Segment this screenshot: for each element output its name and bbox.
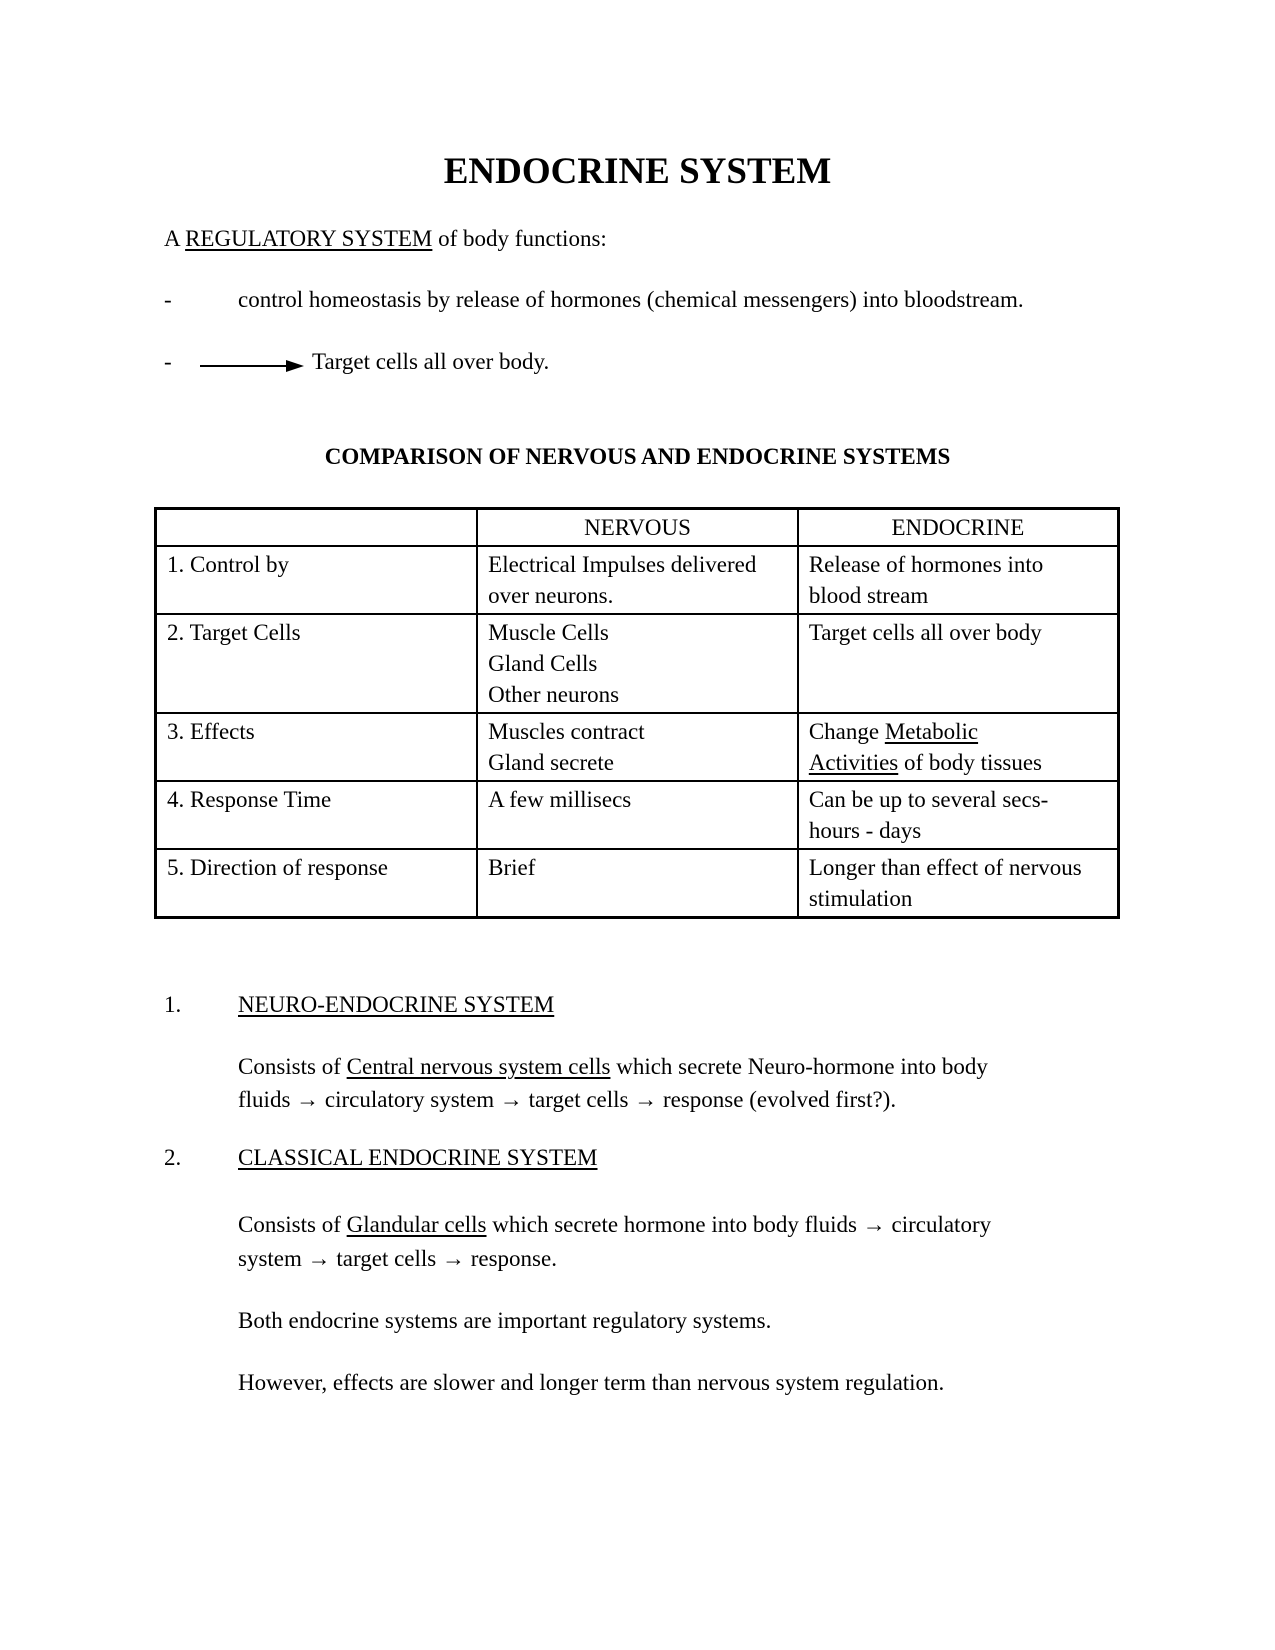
section-2-line-1: [238, 1208, 991, 1242]
section-text: which secrete Neuro-hormone into body: [610, 1054, 988, 1079]
section-underlined-text: Glandular cells: [346, 1212, 487, 1237]
table-header-row: [156, 509, 1119, 547]
table-row: [156, 713, 1119, 781]
header-endocrine: ENDOCRINE: [798, 509, 1119, 547]
cell-line: A few millisecs: [488, 787, 632, 812]
comparison-title: COMPARISON OF NERVOUS AND ENDOCRINE SYSTEMS: [324, 444, 951, 469]
cell-line: Other neurons: [488, 682, 620, 707]
nervous-cell: [477, 713, 798, 781]
section-text: Consists of: [238, 1212, 347, 1237]
cell-line: Muscles contract: [488, 719, 645, 744]
cell-line: Muscle Cells: [488, 620, 609, 645]
row-label: 2. Target Cells: [156, 614, 478, 713]
section-1-line-2: fluids → circulatory system → target cells → response (evolved first?).: [238, 1087, 897, 1112]
endocrine-cell: [798, 546, 1119, 614]
header-nervous: NERVOUS: [477, 509, 798, 547]
bullet-text-2: Target cells all over body.: [312, 349, 550, 374]
cell-line: Target cells all over body: [808, 620, 1042, 645]
intro-suffix: of body functions:: [432, 226, 607, 251]
table-row: [156, 849, 1119, 918]
cell-text: Change: [808, 719, 885, 744]
table-row: [156, 546, 1119, 614]
cell-line: Brief: [488, 855, 536, 880]
section-1-line-1: [238, 1050, 988, 1084]
cell-line: Release of hormones into: [808, 552, 1044, 577]
section-number-2: 2.: [164, 1145, 182, 1170]
endocrine-cell: [798, 713, 1119, 781]
cell-line: blood stream: [808, 583, 929, 608]
section-heading-2: CLASSICAL ENDOCRINE SYSTEM: [238, 1145, 598, 1170]
bullet-text-1: control homeostasis by release of hormones (chemical messengers) into bloodstream.: [238, 287, 1024, 312]
section-2-line-2: system → target cells → response.: [238, 1246, 557, 1271]
cell-line: over neurons.: [488, 583, 614, 608]
cell-line: Longer than effect of nervous: [808, 855, 1082, 880]
cell-line: [809, 716, 1107, 747]
section-heading-1: NEURO-ENDOCRINE SYSTEM: [238, 992, 555, 1017]
closing-line-1: Both endocrine systems are important regulatory systems.: [238, 1308, 772, 1333]
row-label: 4. Response Time: [156, 781, 478, 849]
cell-line: stimulation: [808, 886, 913, 911]
row-label: 1. Control by: [156, 546, 478, 614]
header-empty: [156, 509, 478, 547]
cell-underlined-text: Metabolic: [884, 719, 979, 744]
table-row: [156, 781, 1119, 849]
section-text: Consists of: [238, 1054, 347, 1079]
endocrine-cell: [798, 781, 1119, 849]
nervous-cell: [477, 781, 798, 849]
closing-line-2: However, effects are slower and longer term than nervous system regulation.: [238, 1370, 945, 1395]
cell-line: Can be up to several secs-: [808, 787, 1049, 812]
bullet-dash-2: -: [164, 349, 172, 374]
section-underlined-text: Central nervous system cells: [346, 1054, 611, 1079]
section-text: which secrete hormone into body fluids → circulatory: [486, 1212, 992, 1237]
row-label: 3. Effects: [156, 713, 478, 781]
page-title: ENDOCRINE SYSTEM: [443, 151, 832, 192]
cell-line: hours - days: [808, 818, 922, 843]
row-label: 5. Direction of response: [156, 849, 478, 918]
endocrine-cell: [798, 614, 1119, 713]
cell-text: of body tissues: [898, 750, 1042, 775]
nervous-cell: [477, 849, 798, 918]
cell-line: [809, 747, 1107, 778]
section-number-1: 1.: [164, 992, 182, 1017]
nervous-cell: [477, 614, 798, 713]
intro-underlined: REGULATORY SYSTEM: [185, 226, 433, 251]
cell-line: Gland Cells: [488, 651, 598, 676]
nervous-cell: [477, 546, 798, 614]
intro-line: [164, 222, 607, 256]
cell-underlined-text: Activities: [808, 750, 899, 775]
table-row: [156, 614, 1119, 713]
endocrine-cell: [798, 849, 1119, 918]
cell-line: Electrical Impulses delivered: [488, 552, 757, 577]
intro-prefix: A: [164, 226, 186, 251]
cell-line: Gland secrete: [488, 750, 614, 775]
bullet-dash-1: -: [164, 287, 172, 312]
comparison-table: [154, 507, 1120, 919]
